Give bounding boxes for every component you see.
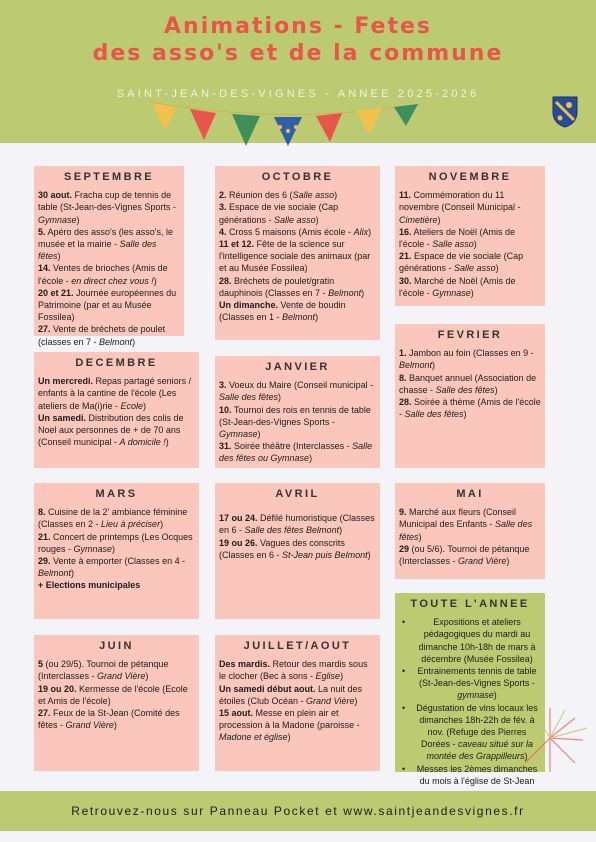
event-text: Voeux du Maire (Conseil municipal - <box>226 380 374 391</box>
event-place: St-Jean puis Belmont <box>282 549 368 560</box>
event-place: Gymnase <box>432 287 471 298</box>
event-place: gymnase <box>457 690 494 701</box>
event-list <box>38 189 180 348</box>
event-list <box>219 189 376 323</box>
event-text: Soirée à thème (Amis de l'école - <box>399 397 541 420</box>
event-close: ) <box>145 671 149 682</box>
event-item <box>38 375 195 412</box>
month-title: NOVEMBRE <box>428 171 512 183</box>
event-list <box>399 347 541 420</box>
event-place: Salle asso <box>274 214 316 225</box>
event-date: Un dimanche. <box>219 300 279 311</box>
event-item <box>219 683 376 707</box>
event-item <box>38 707 195 731</box>
event-date: 27. <box>38 708 51 719</box>
event-text: Messes les 2èmes dimanches du mois à l'église de St-Jean <box>416 763 538 786</box>
event-place: Salle asso <box>432 239 474 250</box>
event-place: en direct chez vous ! <box>71 275 154 286</box>
event-item <box>399 275 541 299</box>
event-close: ) <box>495 263 499 274</box>
event-date: 4. <box>219 226 227 237</box>
event-close: ) <box>278 392 282 403</box>
month-card-avril <box>215 483 380 619</box>
event-date: Un samedi début aout. <box>219 683 316 694</box>
event-list <box>399 506 541 567</box>
event-close: ) <box>473 239 477 250</box>
event-list <box>38 506 195 591</box>
event-place: caveau situé sur la montée des Grappilleurs <box>426 739 534 762</box>
event-place: Gymnase <box>219 429 258 440</box>
event-item <box>399 226 541 250</box>
event-date: 11. <box>399 190 412 201</box>
event-list <box>38 375 195 448</box>
event-item <box>399 506 541 543</box>
month-card-mars <box>34 483 199 619</box>
event-place: Salle des fêtes <box>399 519 533 542</box>
event-date: 21. <box>38 531 51 542</box>
event-place: Cimetière <box>399 214 438 225</box>
flag-green <box>232 114 260 146</box>
event-item <box>219 512 376 536</box>
event-item <box>219 658 376 682</box>
event-text: Messe en plein air et procession à la Madone (paroisse - <box>219 708 360 731</box>
event-text: Journée européennes du Patrimoine (par et au Musée Fossilea) <box>38 287 177 323</box>
event-place: Salle des fêtes <box>404 409 464 420</box>
event-date: 2. <box>219 190 227 201</box>
event-date: 28. <box>219 275 232 286</box>
event-item <box>219 537 376 561</box>
event-date: 19 ou 20. <box>38 683 77 694</box>
event-item <box>399 250 541 274</box>
event-item <box>219 379 376 403</box>
event-place: A domicile ! <box>119 437 166 448</box>
event-close: ) <box>112 543 116 554</box>
event-place: Lieu à préciser <box>101 519 161 530</box>
event-place: Ecole <box>120 400 144 411</box>
event-text: Soirée théâtre (Interclasses - <box>231 441 353 452</box>
flag-yellow-2 <box>356 108 382 134</box>
event-item <box>219 404 376 441</box>
event-text: Apéro des asso's (les asso's, le musée et la mairie - <box>38 226 174 250</box>
event-place: Salle asso <box>454 263 496 274</box>
event-item <box>399 347 541 371</box>
event-text: Espace de vie sociale (Cap générations - <box>399 251 524 274</box>
event-list <box>219 379 376 464</box>
footer-band <box>0 791 596 831</box>
event-item <box>38 323 180 347</box>
event-text: Marché de Noël (Amis de l'école - <box>399 275 516 298</box>
event-item <box>38 506 195 530</box>
event-text: Banquet annuel (Association de chasse - <box>399 372 537 395</box>
event-list <box>219 658 376 743</box>
event-item <box>219 201 376 225</box>
event-date: 8. <box>38 507 46 518</box>
event-close: ) <box>506 556 510 567</box>
event-item <box>219 707 376 744</box>
month-title: AVRIL <box>275 488 320 500</box>
event-item <box>38 531 195 555</box>
event-text: Repas partagé seniors / enfants à la cantine de l'école (Les ateliers de Ma(i)rie - <box>38 376 192 411</box>
event-close: ) <box>524 751 528 762</box>
event-date: 11 et 12. <box>219 239 255 250</box>
event-date: 30 aout. <box>38 190 73 201</box>
event-text: Fracha cup de tennis de table (St-Jean-des-Vignes Sports - <box>38 190 176 213</box>
month-title: JUIN <box>99 640 134 652</box>
event-place: Salle des fêtes <box>435 384 495 395</box>
event-text: Dégustation de vins locaux les dimanches 18h-22h de fév. à nov. (Refuge des Pierres Dorées - <box>416 702 538 750</box>
event-date: 29 <box>399 543 410 554</box>
title-line-2: des asso's et de la commune <box>92 41 504 66</box>
event-place: Salle des fêtes ou Gymnase <box>219 441 373 464</box>
event-text: Vente à emporter (Classes en 4 - <box>50 556 186 567</box>
event-text: Expositions et ateliers pédagogiques du mardi au dimanche 10h-18h de mars à décembre (Musée Fossilea) <box>418 617 536 664</box>
event-text: Tournoi des rois en tennis de table (St-Jean-des-Vignes Sports - <box>219 404 371 427</box>
month-title: JUILLET/AOUT <box>243 640 352 652</box>
subtitle: SAINT-JEAN-DES-VIGNES - ANNEE 2025-2026 <box>116 88 480 100</box>
event-date: 16. <box>399 226 412 237</box>
flag-yellow <box>152 103 176 130</box>
event-item <box>38 683 195 707</box>
month-title: MARS <box>95 488 138 500</box>
event-place: Salle des fêtes <box>38 239 157 262</box>
event-text: Vente de bréchets de poulet (classes en 7 - <box>38 324 166 347</box>
event-item <box>38 189 180 226</box>
month-title: TOUTE L'ANNEE <box>410 598 530 610</box>
event-date: 27. <box>38 324 51 335</box>
event-place: Belmont <box>282 312 316 323</box>
event-place: Belmont <box>38 568 72 579</box>
event-text: Ventes de brioches (Amis de l'école - <box>38 263 168 286</box>
event-text: Feux de la St-Jean (Comité des fêtes - <box>38 708 180 731</box>
event-close: ) <box>494 384 498 395</box>
event-close: ) <box>71 568 75 579</box>
month-card-novembre <box>395 166 545 306</box>
event-close: ) <box>437 214 441 225</box>
event-close: ) <box>354 695 358 706</box>
fireworks-decoration <box>505 688 595 788</box>
event-text: Marché aux fleurs (Conseil Municipal des Enfants - <box>399 507 517 530</box>
event-item <box>38 226 180 263</box>
event-text: Vente de boudin (Classes en 1 - <box>219 300 346 323</box>
event-text: Défilé humoristique (Classes en 6 - <box>219 513 375 536</box>
month-card-decembre <box>34 352 199 468</box>
event-item <box>38 555 195 579</box>
event-date: Un mercredi. <box>38 376 94 387</box>
event-date: 1. <box>399 348 407 359</box>
event-item <box>219 238 376 275</box>
event-close: ) <box>493 690 497 701</box>
event-item <box>399 543 541 567</box>
event-list <box>399 189 541 299</box>
event-close: ) <box>143 400 147 411</box>
event-text: La nuit des étoiles (Club Océan - <box>219 683 363 706</box>
event-text: Kermesse de l'école (Ecole et Amis de l'école) <box>38 683 188 706</box>
month-title: FEVRIER <box>437 329 503 341</box>
event-close: ) <box>309 453 313 464</box>
event-place: Eglise <box>315 671 341 682</box>
event-date: 19 ou 26. <box>219 537 258 548</box>
event-close: ) <box>418 531 422 542</box>
event-date: Un samedi. <box>38 412 87 423</box>
event-date: 29. <box>38 556 51 567</box>
event-date: 20 et 21. <box>38 287 74 298</box>
event-date: 8. <box>399 372 407 383</box>
event-close: ) <box>367 549 371 560</box>
event-item <box>38 262 180 286</box>
event-list <box>219 512 376 561</box>
event-item <box>399 616 541 665</box>
event-place: Belmont <box>328 287 362 298</box>
event-date: 3. <box>219 380 227 391</box>
event-place: Grand Vière <box>306 695 355 706</box>
event-date: 3. <box>219 202 227 213</box>
event-close: ) <box>76 214 80 225</box>
event-date: 14. <box>38 263 51 274</box>
flag-red <box>190 109 216 140</box>
event-item <box>399 372 541 396</box>
event-item <box>219 275 376 299</box>
event-place: Gymnase <box>38 214 77 225</box>
event-item <box>38 412 195 449</box>
event-date: 5. <box>38 226 46 237</box>
flag-red-2 <box>316 113 342 142</box>
event-date: 31. <box>219 441 232 452</box>
month-title: JANVIER <box>265 361 330 373</box>
event-date: 15 aout. <box>219 708 254 719</box>
event-item <box>399 396 541 420</box>
month-card-septembre <box>34 166 184 347</box>
event-date: 21. <box>399 251 412 262</box>
event-text: Jambon au foin (Classes en 9 - <box>406 348 534 359</box>
event-text: Distribution des colis de Noel aux personnes de + de 70 ans (Conseil municipal - <box>38 412 184 448</box>
event-text: Cross 5 maisons (Amis école - <box>226 226 354 237</box>
month-card-fevrier <box>395 324 545 468</box>
event-item <box>38 287 180 324</box>
event-text: Entrainements tennis de table (St-Jean-des-Vignes Sports - <box>417 666 537 689</box>
event-close: ) <box>340 671 344 682</box>
event-close: ) <box>432 360 436 371</box>
event-text: (ou 5/6). Tournoi de pétanque (Interclasses - <box>399 543 530 567</box>
event-close: ) <box>315 214 319 225</box>
event-text: Cuisine de la 2' ambiance féminine (Classes en 2 - <box>38 507 188 530</box>
title-line-1: Animations - Fetes <box>164 14 432 39</box>
event-close: ) <box>153 275 157 286</box>
month-title: OCTOBRE <box>261 171 334 183</box>
event-place: Belmont <box>399 360 433 371</box>
event-text: Vagues des conscrits (Classes en 6 - <box>219 537 345 560</box>
event-close: ) <box>165 437 169 448</box>
event-text: Commémoration du 11 novembre (Conseil Municipal - <box>399 190 521 213</box>
event-text: Réunion des 6 ( <box>226 190 293 201</box>
event-close: ) <box>361 287 365 298</box>
event-date: 28. <box>399 397 412 408</box>
event-place: Salle asso <box>292 190 335 201</box>
month-card-juillet-aout <box>215 635 380 771</box>
event-text: (ou 29/5). Tournoi de pétanque (Interclasses - <box>38 659 169 682</box>
event-item <box>38 579 195 591</box>
bunting-flags <box>150 100 420 160</box>
event-place: Madone et église <box>219 732 288 743</box>
event-text: Ateliers de Noël (Amis de l'école - <box>399 226 516 250</box>
event-date: 9. <box>399 507 407 518</box>
event-place: Salle des fêtes Belmont <box>244 525 340 536</box>
event-place: Belmont <box>99 336 133 347</box>
event-close: ) <box>368 226 372 237</box>
event-text: Concert de printemps (Les Ocques rouges - <box>38 531 193 554</box>
event-text: Bréchets de poulet/gratin dauphinois (Classes en 7 - <box>219 275 335 298</box>
event-place: Grand Vière <box>458 556 507 567</box>
event-item <box>38 658 195 682</box>
village-crest-icon <box>552 96 578 128</box>
month-card-juin <box>34 635 199 771</box>
event-text: Fête de la science sur l'intelligence sociale des animaux (par et au Musée Fossilea) <box>219 239 371 274</box>
month-card-octobre <box>215 166 380 340</box>
event-close: ) <box>339 525 343 536</box>
event-close: ) <box>334 190 338 201</box>
event-date: 10. <box>219 404 232 415</box>
flag-green-2 <box>394 104 418 126</box>
event-place: Salle des fêtes <box>219 392 279 403</box>
event-item <box>219 440 376 464</box>
footer-text: Retrouvez-nous sur Panneau Pocket et www.saintjeandesvignes.fr <box>71 804 525 818</box>
event-item <box>219 226 376 238</box>
event-text: Espace de vie sociale (Cap générations - <box>219 202 339 225</box>
event-close: ) <box>287 732 291 743</box>
event-close: ) <box>315 312 319 323</box>
event-item <box>399 189 541 226</box>
month-card-mai <box>395 483 545 579</box>
event-date: + Elections municipales <box>38 580 141 591</box>
event-list <box>38 658 195 731</box>
month-title: SEPTEMBRE <box>63 171 155 183</box>
event-close: ) <box>132 336 136 347</box>
event-date: 17 ou 24. <box>219 513 258 524</box>
event-place: Grand Vière <box>65 720 114 731</box>
event-close: ) <box>257 429 261 440</box>
event-item <box>219 189 376 201</box>
month-card-janvier <box>215 356 380 468</box>
event-place: Grand Vière <box>97 671 146 682</box>
event-date: 5 <box>38 659 44 670</box>
event-close: ) <box>113 720 117 731</box>
event-date: 30. <box>399 275 412 286</box>
event-close: ) <box>470 287 474 298</box>
event-close: ) <box>160 519 164 530</box>
event-close: ) <box>57 251 61 262</box>
month-title: DECEMBRE <box>75 357 158 369</box>
event-text: Retour des mardis sous le clocher (Bec à sons - <box>219 659 368 682</box>
event-place: Alix <box>353 226 369 237</box>
event-close: ) <box>463 409 467 420</box>
month-title: MAI <box>456 488 484 500</box>
event-item <box>219 299 376 323</box>
event-date: Des mardis. <box>219 659 271 670</box>
event-place: Gymnase <box>73 543 113 554</box>
